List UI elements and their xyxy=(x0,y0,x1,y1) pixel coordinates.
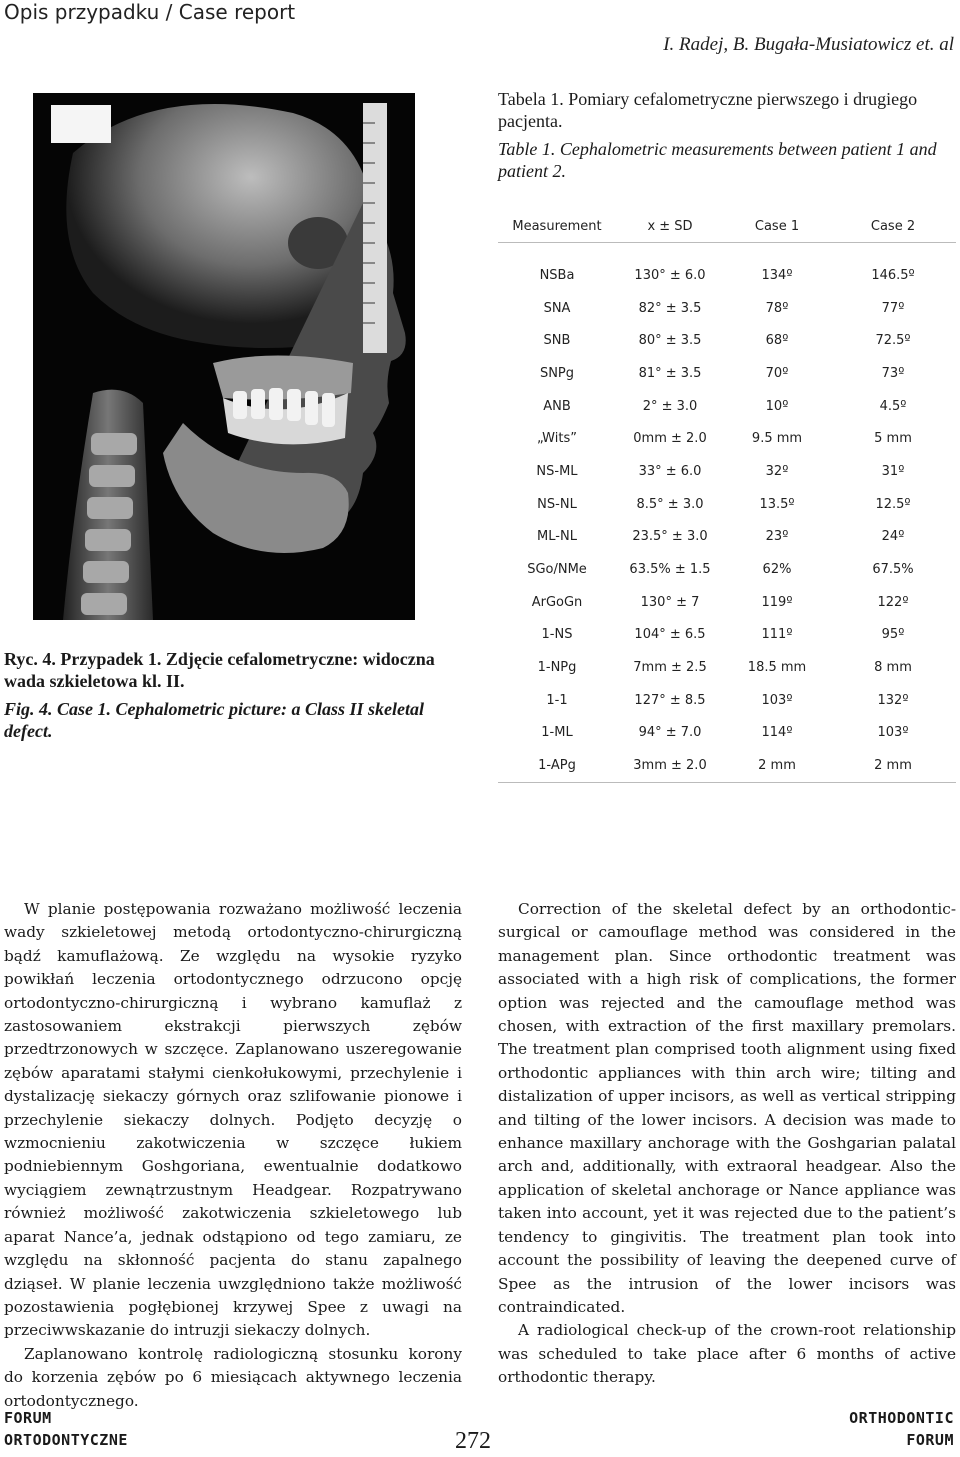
table-row xyxy=(498,292,956,325)
cephalometric-xray-image xyxy=(33,93,415,620)
footer-left-line-1: FORUM xyxy=(4,1409,52,1427)
table-row xyxy=(498,553,956,586)
column-header-mean-sd: x ± SD xyxy=(616,210,724,243)
xray-skull-drawing xyxy=(33,93,415,620)
cell-measurement: NS-ML xyxy=(536,463,578,479)
cell-case-1: 32º xyxy=(765,463,789,479)
cell-mean-sd: 130° ± 7 xyxy=(640,594,700,610)
cell-case-1: 9.5 mm xyxy=(751,431,803,447)
table-body xyxy=(498,243,956,783)
cell-measurement: 1-1 xyxy=(546,692,568,708)
cell-case-2: 5 mm xyxy=(874,431,912,447)
cell-case-2: 77º xyxy=(881,300,905,316)
paragraph-en-2: A radiological check-up of the crown-root relationship was scheduled to take place after 6 months of active orthodontic therapy. xyxy=(498,1321,956,1387)
cell-mean-sd: 82° ± 3.5 xyxy=(638,300,702,316)
paragraph-pl-2: Zaplanowano kontrolę radiologiczną stosunku korony do korzenia zębów po 6 miesiącach aktywnego leczenia ortodontycznego. xyxy=(4,1344,462,1410)
cell-case-2: 73º xyxy=(881,365,905,381)
cell-case-2: 103º xyxy=(877,725,909,741)
table-row xyxy=(498,619,956,652)
table-row xyxy=(498,651,956,684)
cell-mean-sd: 94° ± 7.0 xyxy=(638,725,702,741)
table-title-en: Table 1. Cephalometric measurements between patient 1 and patient 2. xyxy=(498,139,937,181)
table-title xyxy=(498,88,958,188)
figure-caption-pl: Ryc. 4. Przypadek 1. Zdjęcie cefalometryczne: widoczna wada szkieletowa kl. II. xyxy=(4,649,435,691)
cell-mean-sd: 3mm ± 2.0 xyxy=(616,749,724,782)
table-spacer-row xyxy=(498,243,956,260)
cell-mean-sd: 23.5° ± 3.0 xyxy=(632,529,708,545)
cell-case-1: 70º xyxy=(765,365,789,381)
table-row xyxy=(498,390,956,423)
cell-case-2: 24º xyxy=(881,529,905,545)
cell-measurement: NSBa xyxy=(539,267,575,283)
cell-case-1: 62% xyxy=(762,562,792,578)
footer-right-line-2: FORUM xyxy=(906,1431,954,1449)
cell-case-2: 12.5º xyxy=(875,496,911,512)
cell-mean-sd: 130° ± 6.0 xyxy=(634,267,706,283)
paragraph-en-1: Correction of the skeletal defect by an orthodontic-surgical or camouflage method was considered in the management plan. Since orthodontic treatment was associated with a high risk of complications, the former option was rejected and the camouflage method was chosen, with extraction of the first maxillary premolars. The treatment plan comprised tooth alignment using fixed orthodontic appliances with thin arch wire; tilting and distalization of upper incisors, as well as vertical stripping and tilting of the lower incisors. A decision was made to enhance maxillary anchorage with the Goshgarian palatal arch and, additionally, with extraoral headgear. Also the application of skeletal anchorage or Nance appliance was taken into account, yet it was rejected due to the patient’s tendency to gingivitis. The treatment plan took into account the possibility of leaving the deepened curve of Spee as the intrusion of the lower incisors was contraindicated. xyxy=(498,900,956,1316)
figure-caption xyxy=(4,648,474,748)
cell-measurement: 1-NPg xyxy=(537,660,577,676)
cell-case-1: 68º xyxy=(765,333,789,349)
body-text-polish xyxy=(4,898,462,1413)
cell-measurement: „Wits” xyxy=(537,431,577,447)
table-row xyxy=(498,717,956,750)
table-row xyxy=(498,357,956,390)
cephalometric-measurements-table xyxy=(498,210,956,783)
cell-mean-sd: 8.5° ± 3.0 xyxy=(636,496,704,512)
cell-measurement: 1-NS xyxy=(541,627,573,643)
figure-caption-en: Fig. 4. Case 1. Cephalometric picture: a Class II skeletal defect. xyxy=(4,699,425,741)
table-row xyxy=(498,521,956,554)
footer-right-line-1: ORTHODONTIC xyxy=(849,1409,954,1427)
column-header-case-2: Case 2 xyxy=(830,210,956,243)
cell-measurement: SGo/NMe xyxy=(527,562,587,578)
cell-mean-sd: 104° ± 6.5 xyxy=(634,627,706,643)
cell-measurement: NS-NL xyxy=(537,496,577,512)
cell-case-1: 23º xyxy=(765,529,789,545)
table-row xyxy=(498,684,956,717)
cell-mean-sd: 63.5% ± 1.5 xyxy=(629,562,711,578)
cell-case-1: 114º xyxy=(761,725,793,741)
cell-measurement: SNA xyxy=(543,300,571,316)
cell-case-1: 119º xyxy=(761,594,793,610)
cell-case-2: 132º xyxy=(877,692,909,708)
cell-measurement: ML-NL xyxy=(537,529,577,545)
cell-case-1: 78º xyxy=(765,300,789,316)
cell-case-2: 146.5º xyxy=(871,267,915,283)
body-text-english xyxy=(498,898,956,1390)
table-row xyxy=(498,488,956,521)
cell-case-2: 31º xyxy=(881,463,905,479)
cell-case-1: 10º xyxy=(765,398,789,414)
cell-case-1: 103º xyxy=(761,692,793,708)
table-title-pl: Tabela 1. Pomiary cefalometryczne pierwszego i drugiego pacjenta. xyxy=(498,89,918,131)
cell-case-2: 122º xyxy=(877,594,909,610)
page-number: 272 xyxy=(455,1428,491,1454)
cell-mean-sd: 127° ± 8.5 xyxy=(634,692,706,708)
cell-case-2: 2 mm xyxy=(830,749,956,782)
table-header-row xyxy=(498,210,956,243)
cell-case-2: 8 mm xyxy=(874,660,912,676)
paragraph-pl-1: W planie postępowania rozważano możliwość leczenia wady szkieletowej metodą ortodontyczno-chirurgiczną bądź kamuflażową. Ze względu na wysokie ryzyko powikłań leczenia ortodontycznego odrzucono opcję ortodontyczno-chirurgiczną i wybrano kamuflaż z zastosowaniem ekstrakcji pierwszych zębów przedtrzonowych w szczęce. Zaplanowano uszeregowanie zębów aparatami stałymi cienkołukowymi, przechylenie i dystalizację siekaczy górnych oraz szlifowanie pionowe i przechylenie siekaczy dolnych. Podjęto decyzję o wzmocnieniu zakotwiczenia w szczęce łukiem podniebiennym Goshgoriana, ewentualnie dodatkowo wyciągiem zewnątrzustnym Headgear. Rozpatrywano również możliwość zakotwiczenia szkieletowego lub aparat Nance’a, jednak odstąpiono od tego zamiaru, ze względu na skłonność pacjenta do stanu zapalnego dziąseł. W planie leczenia uwzględniono także możliwość pozostawienia pogłębionej krzywej Spee z uwagi na przeciwwskazanie do intruzji siekaczy dolnych. xyxy=(4,900,462,1340)
running-header-authors: I. Radej, B. Bugała-Musiatowicz et. al xyxy=(663,34,954,55)
table-row xyxy=(498,455,956,488)
cell-mean-sd: 7mm ± 2.5 xyxy=(633,660,707,676)
cell-case-1: 18.5 mm xyxy=(747,660,807,676)
column-header-measurement: Measurement xyxy=(498,210,616,243)
cell-case-1: 13.5º xyxy=(759,496,795,512)
cell-mean-sd: 33° ± 6.0 xyxy=(638,463,702,479)
cell-measurement: ArGoGn xyxy=(531,594,583,610)
table-row xyxy=(498,586,956,619)
cell-case-2: 4.5º xyxy=(879,398,907,414)
cell-case-2: 72.5º xyxy=(875,333,911,349)
table-row xyxy=(498,749,956,782)
cell-measurement: SNB xyxy=(543,333,571,349)
cell-mean-sd: 2° ± 3.0 xyxy=(642,398,698,414)
cell-measurement: SNPg xyxy=(539,365,575,381)
table-row xyxy=(498,324,956,357)
footer-left-line-2: ORTODONTYCZNE xyxy=(4,1431,128,1449)
cell-mean-sd: 0mm ± 2.0 xyxy=(633,431,707,447)
table-row xyxy=(498,422,956,455)
cell-mean-sd: 80° ± 3.5 xyxy=(638,333,702,349)
footer-journal-en xyxy=(849,1407,954,1451)
cell-mean-sd: 81° ± 3.5 xyxy=(638,365,702,381)
cell-measurement: 1-ML xyxy=(541,725,573,741)
cell-measurement: 1-APg xyxy=(498,749,616,782)
cell-case-1: 111º xyxy=(761,627,793,643)
cell-case-2: 67.5% xyxy=(872,562,914,578)
running-header-section: Opis przypadku / Case report xyxy=(4,0,296,24)
cell-case-1: 2 mm xyxy=(724,749,830,782)
table-row xyxy=(498,259,956,292)
cell-measurement: ANB xyxy=(543,398,571,414)
cell-case-2: 95º xyxy=(881,627,905,643)
footer-journal-pl xyxy=(4,1407,128,1451)
cell-case-1: 134º xyxy=(761,267,793,283)
column-header-case-1: Case 1 xyxy=(724,210,830,243)
